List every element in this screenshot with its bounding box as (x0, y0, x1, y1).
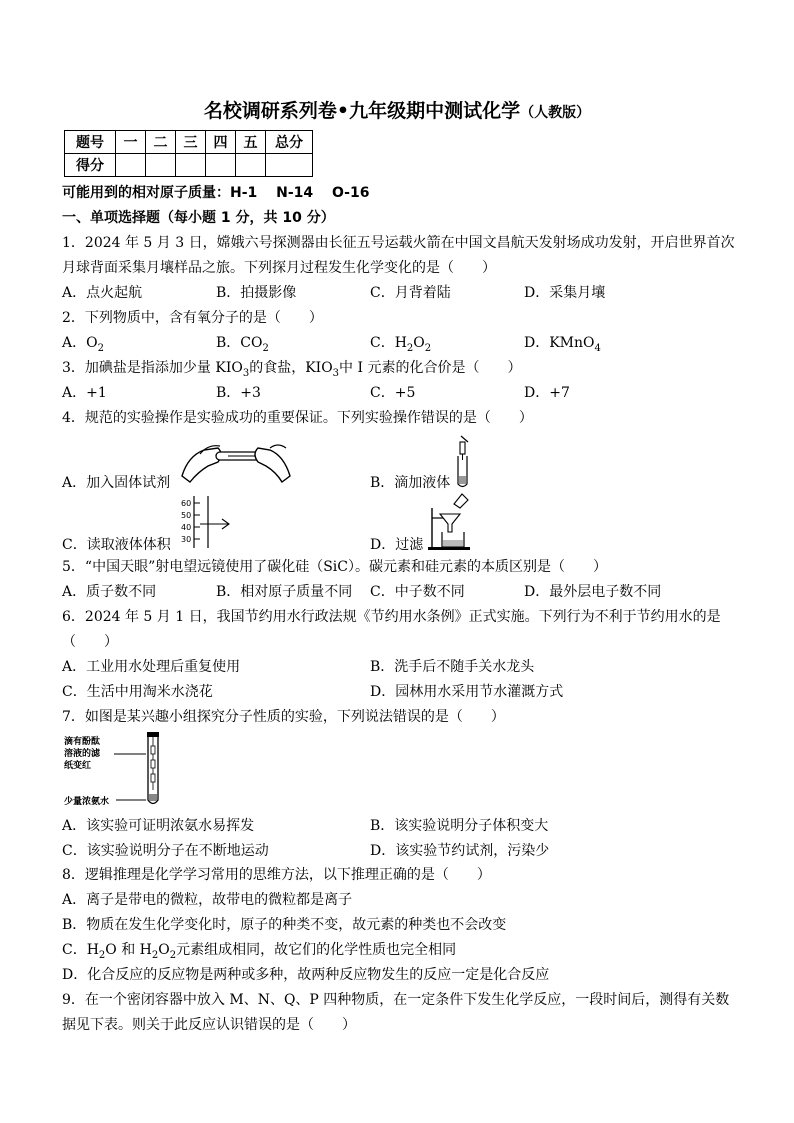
title-edition: （人教版） (520, 105, 591, 121)
tick-label: 50 (181, 511, 192, 520)
option-c: C．读取液体体积 (62, 537, 171, 553)
option-a: A．+1 (62, 385, 107, 401)
score-row (65, 154, 313, 177)
option-b: B．$CO_2$ (216, 335, 269, 354)
option-b: B．物质在发生化学变化时，原子的种类不变，故元素的种类也不会改变 (62, 917, 507, 933)
option-b: B．洗手后不随手关水龙头 (370, 659, 535, 675)
question-8-stem: 8．逻辑推理是化学学习常用的思维方法，以下推理正确的是（ ） (62, 867, 491, 883)
question-9-stem: 9．在一个密闭容器中放入 M、N、Q、P 四种物质，在一定条件下发生化学反应，一段时间后，测得有关数 (62, 992, 730, 1008)
option-c: C．$H_2O$ 和 $H_2O_2$元素组成相同，故它们的化学性质也完全相同 (62, 942, 457, 961)
option-c: C．该实验说明分子在不断地运动 (62, 843, 269, 859)
tick-label: 60 (181, 499, 192, 508)
option-c: C．$H_2O_2$ (370, 335, 432, 354)
option-d: D．化合反应的反应物是两种或多种，故两种反应物发生的反应一定是化合反应 (62, 967, 550, 983)
question-9-stem: 据见下表。则关于此反应认识错误的是（ ） (62, 1017, 356, 1033)
score-cell[interactable] (266, 154, 313, 177)
question-3-stem: 3．加碘盐是指添加少量 $KIO_3$的食盐，$KIO_3$中 I 元素的化合价是（ ） (62, 360, 522, 379)
score-cell[interactable] (116, 154, 146, 177)
solid-reagent-figure (178, 436, 294, 486)
option-a: A．加入固体试剂 (62, 475, 171, 491)
score-header-cell: 五 (236, 131, 266, 154)
question-6-stem: （ ） (62, 634, 118, 650)
option-c: C．中子数不同 (370, 584, 465, 600)
question-1-stem: 月球背面采集月壤样品之旅。下列探月过程发生化学变化的是（ ） (62, 260, 496, 276)
question-6-stem: 6．2024 年 5 月 1 日，我国节约用水行政法规《节约用水条例》正式实施。下列行为不利于节约用水的是 (62, 609, 721, 625)
option-b: B．拍摄影像 (216, 285, 297, 301)
option-d: D．过滤 (370, 537, 424, 553)
figure-label: 少量浓氨水 (64, 797, 110, 807)
option-d: D．园林用水采用节水灌溉方式 (370, 684, 564, 700)
tick-label: 40 (181, 523, 192, 532)
atomic-mass-note: 可能用到的相对原子质量：H-1 N-14 O-16 (62, 185, 370, 201)
option-d: D．采集月壤 (524, 285, 606, 301)
dropper-figure (452, 434, 480, 490)
option-d: D．KMnO$_4$ (524, 335, 601, 354)
score-cell[interactable] (236, 154, 266, 177)
figure-label: 纸变红 (64, 761, 92, 771)
option-d: D．+7 (524, 385, 570, 401)
option-c: C．月背着陆 (370, 285, 451, 301)
score-table (64, 130, 313, 177)
tick-label: 30 (181, 535, 192, 544)
option-a: A．离子是带电的微粒，故带电的微粒都是离子 (62, 892, 353, 908)
option-a: A．点火起航 (62, 285, 143, 301)
filtration-figure (424, 492, 474, 552)
option-b: B．滴加液体 (370, 475, 451, 491)
option-b: B．+3 (216, 385, 261, 401)
ammonia-tube-figure (64, 732, 174, 810)
score-header-cell: 一 (116, 131, 146, 154)
score-header-cell: 二 (146, 131, 176, 154)
option-a: A．质子数不同 (62, 584, 157, 600)
option-a: A．工业用水处理后重复使用 (62, 659, 241, 675)
page-title (0, 96, 794, 123)
score-cell[interactable] (206, 154, 236, 177)
score-cell[interactable] (146, 154, 176, 177)
score-header-cell: 三 (176, 131, 206, 154)
option-c: C．生活中用淘米水浇花 (62, 684, 213, 700)
option-c: C．+5 (370, 385, 416, 401)
section-heading: 一、单项选择题（每小题 1 分，共 10 分） (62, 210, 335, 226)
score-row-label: 得分 (65, 154, 116, 177)
score-header-cell: 题号 (65, 131, 116, 154)
question-1-stem: 1．2024 年 5 月 3 日，嫦娥六号探测器由长征五号运载火箭在中国文昌航天发射场成功发射，开启世界首次 (62, 235, 735, 251)
option-a: A．$O_2$ (62, 335, 104, 354)
cylinder-figure (180, 494, 232, 550)
question-2-stem: 2．下列物质中，含有氧分子的是（ ） (62, 310, 323, 326)
question-7-stem: 7．如图是某兴趣小组探究分子性质的实验，下列说法错误的是（ ） (62, 709, 505, 725)
score-cell[interactable] (176, 154, 206, 177)
question-5-stem: 5．“中国天眼”射电望远镜使用了碳化硅（SiC）。碳元素和硅元素的本质区别是（ ） (62, 559, 607, 575)
figure-label: 滴有酚酞 (64, 737, 101, 747)
score-header-cell: 总分 (266, 131, 313, 154)
option-b: B．相对原子质量不同 (216, 584, 353, 600)
option-d: D．该实验节约试剂，污染少 (370, 843, 550, 859)
figure-label: 溶液的滤 (64, 749, 101, 759)
option-b: B．该实验说明分子体积变大 (370, 818, 549, 834)
option-d: D．最外层电子数不同 (524, 584, 662, 600)
title-main: 名校调研系列卷•九年级期中测试化学 (203, 100, 521, 122)
score-header-cell: 四 (206, 131, 236, 154)
score-header-row (65, 131, 313, 154)
option-a: A．该实验可证明浓氨水易挥发 (62, 818, 255, 834)
question-4-stem: 4．规范的实验操作是实验成功的重要保证。下列实验操作错误的是（ ） (62, 410, 533, 426)
